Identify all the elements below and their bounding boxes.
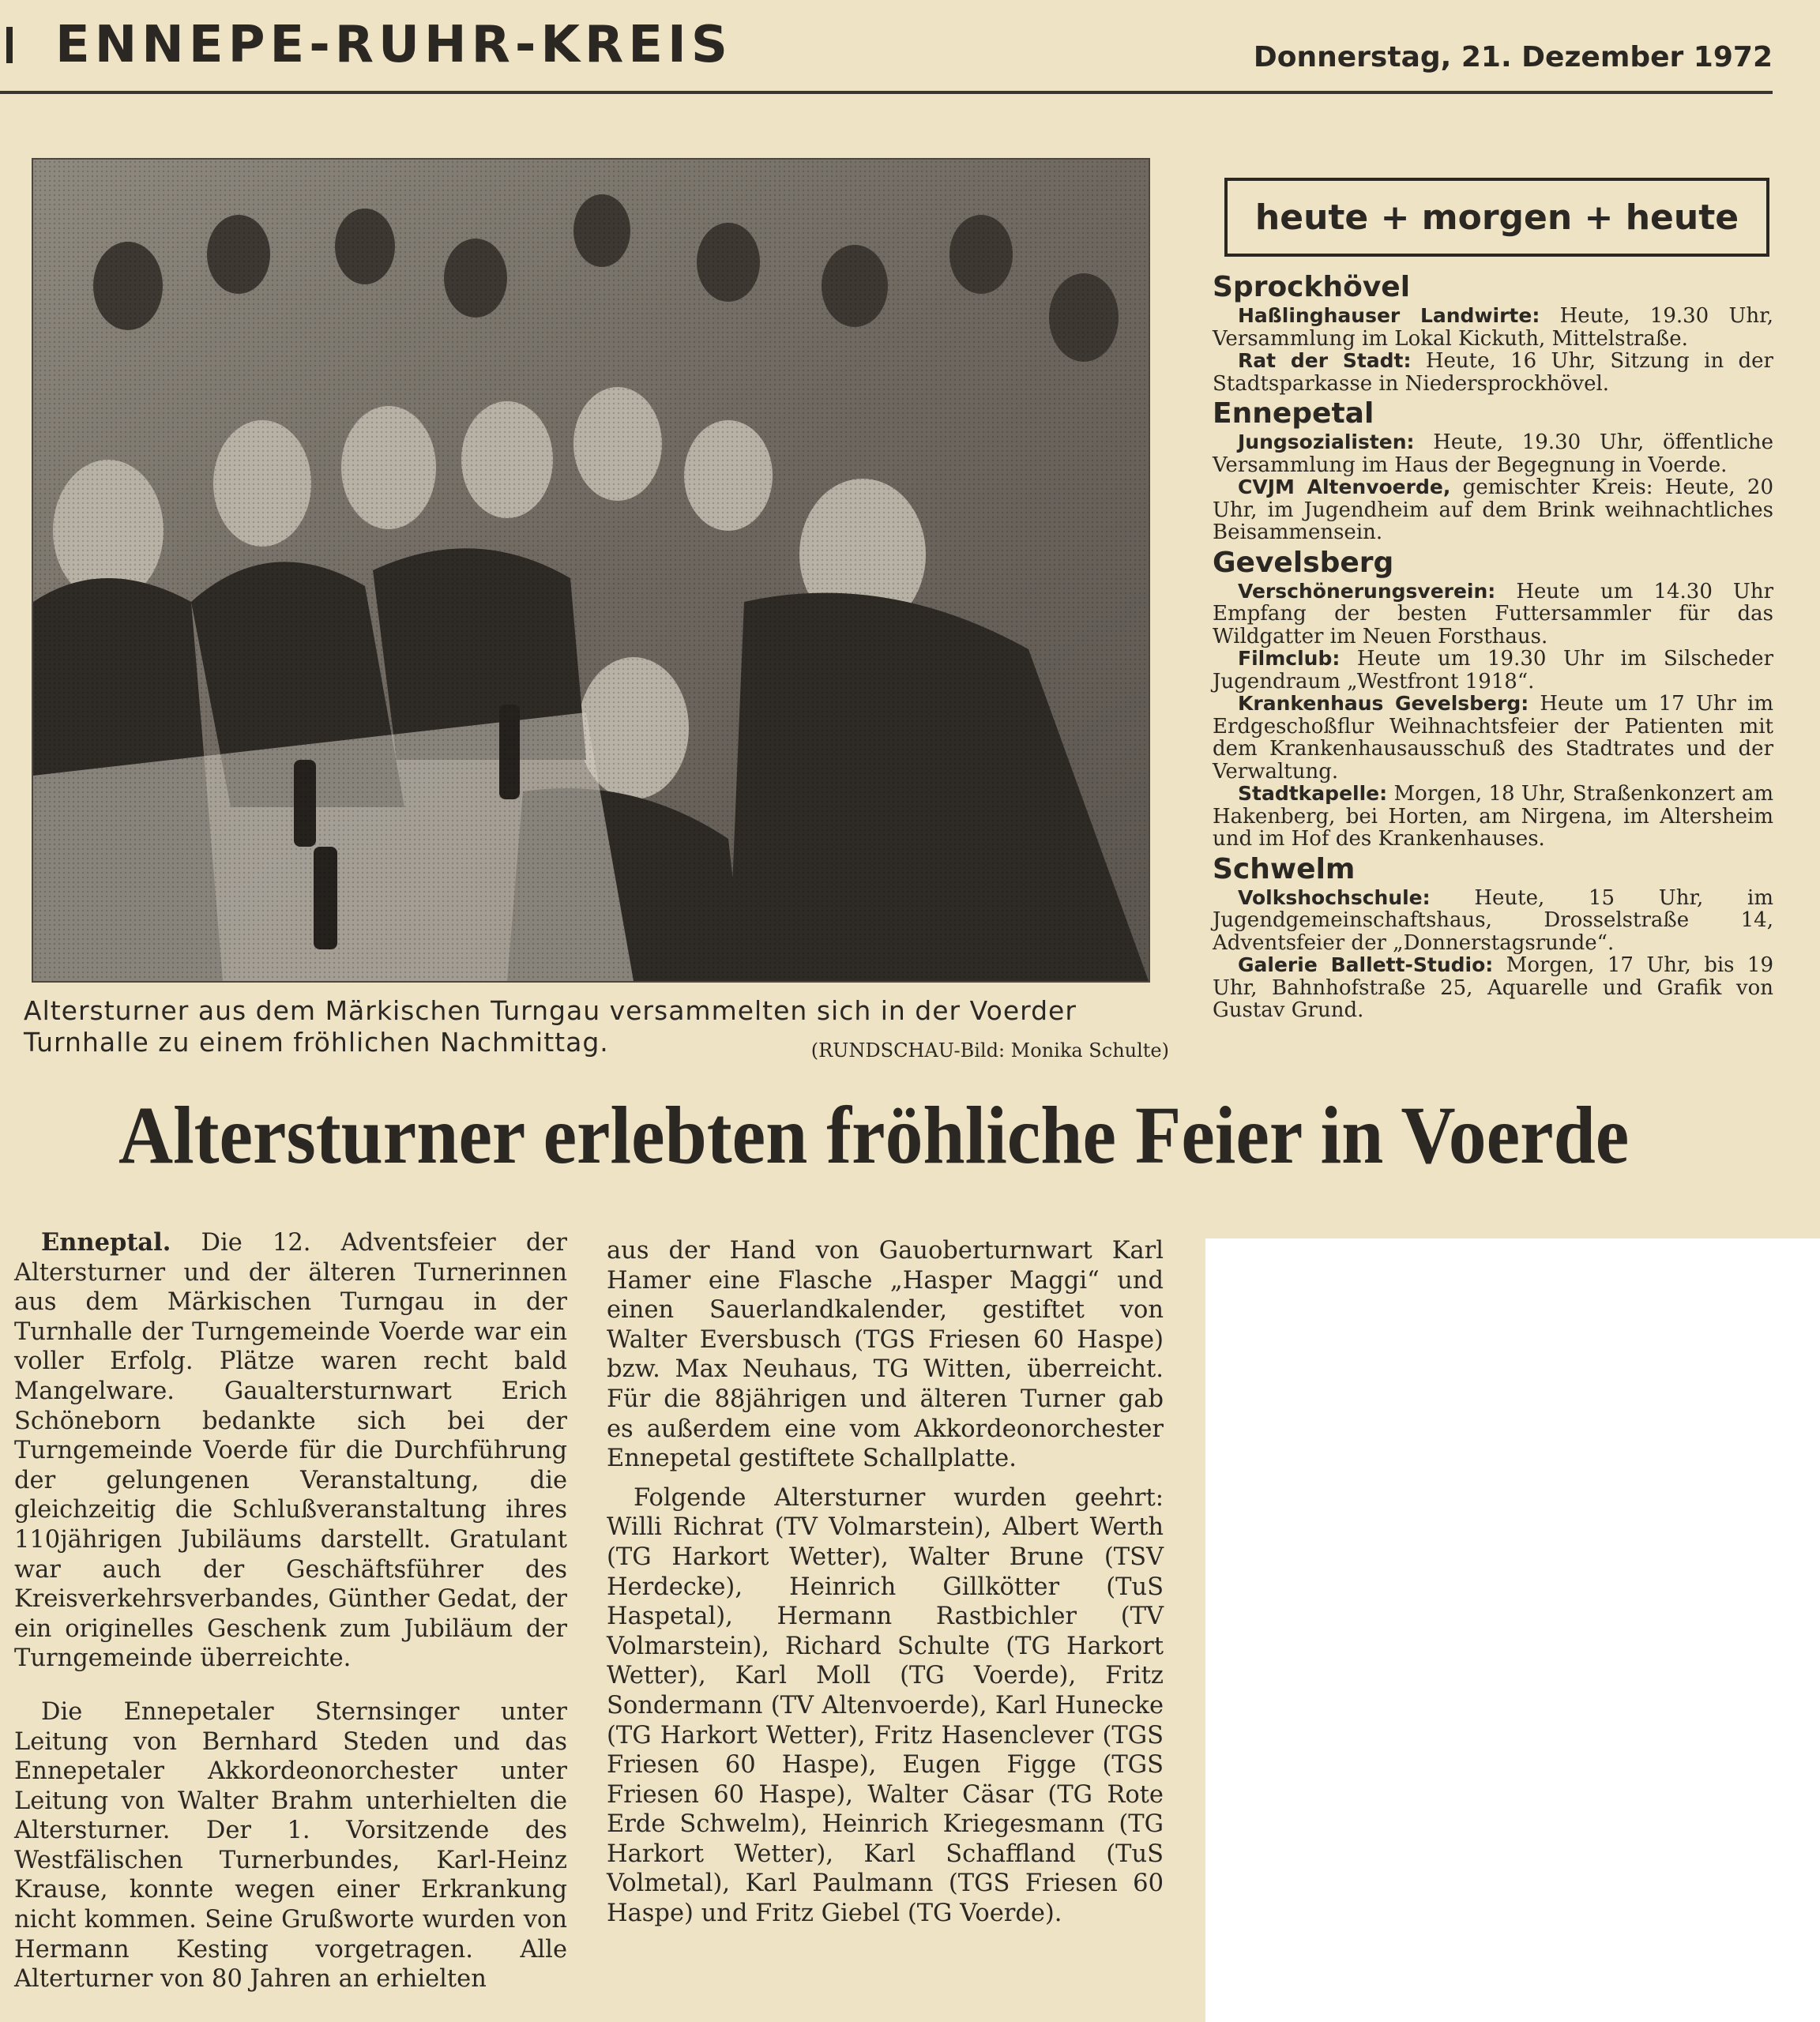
event-entry [1213,350,1773,395]
town-heading: Ennepetal [1213,397,1374,430]
event-entry [1213,887,1773,955]
event-entry [1213,783,1773,851]
event-organizer: Jungsozialisten: [1238,430,1415,453]
masthead-rule-mark [6,27,13,63]
article-paragraph: Folgende Altersturner wurden geehrt: Willi Richrat (TV Volmarstein), Albert Werth (TG Harkort Wetter), Walter Brune (TSV Herdecke), Heinrich Gillkötter (TuS Haspetal), Hermann Rastbichler (TV Volmarstein), Richard Schulte (TG Harkort Wetter), Karl Moll (TG Voerde), Fritz Sondermann (TV Altenvoerde), Karl Hunecke (TG Harkort Wetter), Fritz Hasenclever (TGS Friesen 60 Haspe), Eugen Figge (TGS Friesen 60 Haspe), Walter Cäsar (TG Rote Erde Schwelm), Heinrich Kriegesmann (TG Harkort Wetter), Karl Schaffland (TuS Volmetal), Karl Paulmann (TGS Friesen 60 Haspe) und Fritz Giebel (TG Voerde). [607,1483,1164,1928]
event-details: Heute um 19.30 Uhr im Silscheder Jugendraum „Westfront 1918“. [1213,647,1773,693]
events-box-title [1224,178,1769,257]
event-organizer: Volkshochschule: [1238,885,1431,909]
event-organizer: Filmclub: [1238,647,1341,670]
event-organizer: Verschönerungsverein: [1238,579,1496,603]
event-entry [1213,693,1773,783]
event-entry [1213,581,1773,648]
photo-credit: (RUNDSCHAU-Bild: Monika Schulte) [810,1039,1169,1062]
article-paragraph-text: Die 12. Adventsfeier der Altersturner und der älteren Turnerinnen aus dem Märkischen Turngau in der Turnhalle der Turngemeinde Voerde war ein voller Erfolg. Plätze waren recht bald Mangelware. Gaualtersturnwart Erich Schöneborn bedankte sich bei der Turngemeinde Voerde für die Durchführung der gelungenen Veranstaltung, die gleichzeitig die Schlußveranstaltung ihres 110jährigen Jubiläums darstellt. Gratulant war auch der Geschäftsführer des Kreisverkehrsverbandes, Günther Gedat, der ein originelles Geschenk zum Jubiläum der Turngemeinde überreichte. [14,1229,567,1673]
article-dateline: Enneptal. [41,1228,171,1257]
event-details: Heute um 14.30 Uhr Empfang der besten Futtersammler für das Wildgatter im Neuen Forsthaus. [1213,579,1773,648]
event-organizer: Galerie Ballett-Studio: [1238,953,1494,976]
events-box-label: heute + morgen + heute [1254,197,1739,238]
event-organizer: Stadtkapelle: [1238,782,1388,805]
news-photo [32,158,1150,983]
event-details: Heute um 17 Uhr im Erdgeschoßflur Weihnachtsfeier der Patienten mit dem Krankenhausausschuß des Stadtrates und der Verwaltung. [1213,692,1773,784]
town-heading: Schwelm [1213,852,1356,885]
event-entry [1213,954,1773,1022]
event-details: gemischter Kreis: Heute, 20 Uhr, im Jugendheim auf dem Brink weihnachtliches Beisammensein. [1213,475,1773,544]
event-organizer: Krankenhaus Gevelsberg: [1238,692,1529,715]
event-organizer: Haßlinghauser Landwirte: [1238,304,1540,327]
event-details: Morgen, 18 Uhr, Straßenkonzert am Hakenberg, bei Horten, am Nirgena, im Altersheim und im Hof des Krankenhauses. [1213,782,1773,851]
issue-date: Donnerstag, 21. Dezember 1972 [1253,41,1773,73]
article-headline: Altersturner erlebten fröhliche Feier in Voerde [118,1090,1630,1181]
event-entry [1213,431,1773,476]
caption-text: Altersturner aus dem Märkischen Turngau versammelten sich in der Voerder Turnhalle zu einem fröhlichen Nachmittag. [24,995,1077,1058]
town-heading: Sprockhövel [1213,271,1411,303]
event-details: Morgen, 17 Uhr, bis 19 Uhr, Bahnhofstraße 25, Aquarelle und Grafik von Gustav Grund. [1213,953,1773,1022]
event-details: Heute, 15 Uhr, im Jugendgemeinschaftshaus, Drosselstraße 14, Adventsfeier der „Donnerstagsrunde“. [1213,885,1773,955]
article-column-1 [14,1228,567,1994]
masthead [0,0,1773,94]
article-column-2 [607,1236,1164,1929]
article-paragraph: aus der Hand von Gauoberturnwart Karl Hamer eine Flasche „Hasper Maggi“ und einen Sauerlandkalender, gestiftet von Walter Eversbusch (TGS Friesen 60 Haspe) bzw. Max Neuhaus, TG Witten, überreicht. Für die 88jährigen und älteren Turner gab es außerdem eine vom Akkordeonorchester Ennepetal gestiftete Schallplatte. [607,1237,1164,1473]
event-entry [1213,648,1773,693]
event-entry [1213,476,1773,544]
events-listing [1213,269,1773,1022]
event-entry [1213,305,1773,350]
event-details: Heute, 19.30 Uhr, Versammlung im Lokal Kickuth, Mittelstraße. [1213,304,1773,351]
photo-halftone [33,160,1149,981]
town-heading: Gevelsberg [1213,546,1394,579]
photo-caption [24,995,1169,1062]
event-organizer: Rat der Stadt: [1238,349,1412,372]
section-title: ENNEPE-RUHR-KREIS [55,16,732,74]
article-paragraph [14,1228,567,1674]
event-details: Heute, 16 Uhr, Sitzung in der Stadtsparkasse in Niedersprockhövel. [1213,349,1773,396]
article-paragraph: Die Ennepetaler Sternsinger unter Leitung von Bernhard Steden und das Ennepetaler Akkordeonorchester unter Leitung von Walter Brahm unterhielten die Altersturner. Der 1. Vorsitzende des Westfälischen Turnerbundes, Karl-Heinz Krause, konnte wegen einer Erkrankung nicht kommen. Seine Grußworte wurden von Hermann Kesting vorgetragen. Alle Alterturner von 80 Jahren an erhielten [14,1697,567,1994]
event-details: Heute, 19.30 Uhr, öffentliche Versammlung im Haus der Begegnung in Voerde. [1213,430,1773,477]
event-organizer: CVJM Altenvoerde, [1238,475,1451,498]
